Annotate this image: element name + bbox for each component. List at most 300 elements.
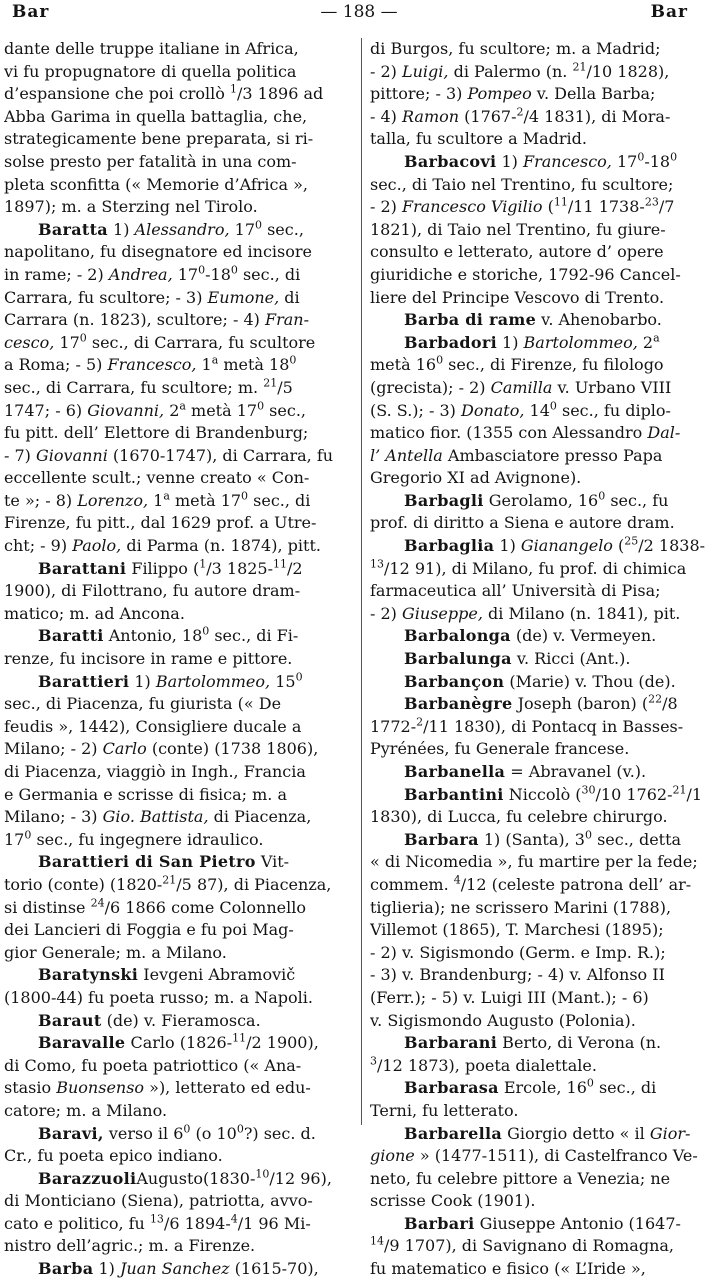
text-run: 1747; - 6)	[4, 400, 88, 420]
text-run: 1821), di Taio nel Trentino, fu giure-	[370, 219, 666, 239]
text-run: scrisse Cook (1901).	[370, 1191, 536, 1211]
text-run: sec., di Fi-	[209, 626, 299, 646]
text-line	[370, 219, 714, 242]
superscript: 0	[183, 1122, 191, 1136]
text-run: 2	[164, 400, 180, 420]
superscript: 11	[273, 557, 288, 571]
italic-name: Bartolommeo,	[155, 671, 271, 691]
text-run: metà 18	[218, 355, 290, 375]
text-run: v. Ricci (Ant.).	[511, 649, 631, 669]
text-line	[370, 987, 714, 1010]
text-run: /10 1828),	[586, 61, 670, 81]
entry-first-line	[4, 1123, 353, 1146]
text-line	[370, 558, 714, 581]
italic-name: cesco,	[4, 332, 55, 352]
headword: Barattieri	[38, 671, 130, 691]
text-run: 17	[4, 829, 25, 849]
text-run: neto, fu celebre pittore a Venezia; ne	[370, 1168, 671, 1188]
italic-name: Buonsenso	[56, 1078, 145, 1098]
text-run: 1)	[496, 332, 524, 352]
text-run: /11 1738-	[567, 197, 645, 217]
superscript: a	[211, 354, 219, 367]
entry-first-line	[370, 1123, 714, 1146]
text-run: - 3) v. Brandenburg; - 4) v. Alfonso II	[370, 965, 665, 985]
text-run: (Ferr.); - 5) v. Luigi III (Mant.); - 6)	[370, 987, 649, 1007]
text-run: /8	[662, 694, 678, 714]
italic-name: Giovanni,	[87, 400, 165, 420]
text-run: a Roma; - 5)	[4, 355, 108, 375]
text-line	[4, 490, 353, 513]
text-run: 1900), di Filottrano, fu autore dram-	[4, 581, 301, 601]
text-run: Berto, di Verona (n.	[497, 1033, 662, 1053]
text-line	[370, 61, 714, 84]
headword: Baravalle	[38, 1033, 126, 1053]
text-line	[4, 1145, 353, 1168]
text-line	[4, 1213, 353, 1236]
entry-first-line	[4, 625, 353, 648]
italic-name: Andrea,	[108, 264, 173, 284]
text-run: sec., di	[248, 490, 311, 510]
text-run: (de) v. Vermeyen.	[510, 626, 657, 646]
text-line	[4, 445, 353, 468]
text-run: v. Ahenobarbo.	[536, 310, 662, 330]
text-line	[4, 1190, 353, 1213]
superscript: a	[653, 331, 660, 345]
entry-first-line	[370, 309, 714, 332]
text-run: (o 10	[190, 1123, 237, 1143]
superscript: 11	[232, 1032, 247, 1045]
text-run: (S. S.); - 3)	[370, 400, 461, 420]
text-run: te »; - 8)	[4, 490, 78, 510]
text-run: 1772-	[370, 716, 417, 736]
text-run: Niccolò (	[503, 784, 582, 804]
text-run: di Parma (n. 1874), pitt.	[121, 536, 321, 556]
superscript: 0	[549, 399, 557, 413]
text-line	[4, 196, 353, 219]
text-line	[370, 422, 714, 445]
superscript: 1	[199, 557, 207, 571]
text-line	[370, 106, 714, 129]
superscript: 0	[255, 218, 262, 232]
text-line	[370, 1258, 714, 1281]
text-line	[370, 1145, 714, 1168]
text-run: /5	[277, 377, 293, 397]
text-line	[370, 1190, 714, 1213]
text-run: Giorgio detto « il	[502, 1123, 650, 1143]
text-run: dei Lancieri di Foggia e fu poi Mag-	[4, 920, 294, 940]
text-line	[370, 241, 714, 264]
text-run: - 2)	[370, 61, 402, 81]
text-line	[370, 196, 714, 219]
superscript: 0	[241, 489, 249, 503]
text-line	[370, 83, 714, 106]
entry-first-line	[4, 219, 353, 242]
italic-name: Lorenzo,	[77, 490, 149, 510]
text-run: in rame; - 2)	[4, 264, 109, 284]
text-line	[370, 874, 714, 897]
text-run: /7	[658, 197, 675, 217]
italic-name: gione	[370, 1146, 415, 1166]
text-run: /12 (celeste patrona dell’ ar-	[460, 874, 692, 894]
entry-first-line	[370, 784, 714, 807]
text-run: metà 17	[185, 400, 258, 420]
text-line	[370, 128, 714, 151]
superscript: 10	[255, 1167, 270, 1181]
text-run: Ievgeni Abramovič	[138, 965, 296, 985]
text-run: solse presto per fatalità in una com-	[4, 151, 297, 171]
right-column	[370, 38, 714, 1281]
text-run: Ambasciatore presso Papa	[442, 445, 663, 465]
left-column	[4, 38, 353, 1281]
text-line	[370, 919, 714, 942]
text-line	[4, 1235, 353, 1258]
text-line	[4, 693, 353, 716]
text-line	[4, 377, 353, 400]
entry-first-line	[370, 490, 714, 513]
text-line	[370, 354, 714, 377]
text-run: 2	[637, 332, 654, 352]
text-run: - 7)	[4, 445, 36, 465]
text-line	[370, 174, 714, 197]
entry-first-line	[4, 671, 353, 694]
text-line	[4, 829, 353, 852]
text-run: Abba Garima in quella battaglia, che,	[4, 106, 308, 126]
text-line	[4, 354, 353, 377]
text-run: « di Nicomedia », fu martire per la fede;	[370, 852, 698, 872]
text-run: -18	[205, 264, 231, 284]
text-line	[370, 580, 714, 603]
text-run: Ercole, 16	[498, 1078, 587, 1098]
headword: Barbalunga	[404, 649, 512, 669]
text-line	[4, 264, 353, 287]
superscript: 0	[79, 331, 87, 345]
entry-first-line	[370, 535, 714, 558]
text-run: 17	[172, 264, 199, 284]
text-run: di Burgos, fu scultore; m. a Madrid;	[370, 39, 661, 58]
text-run: matico; m. ad Ancona.	[4, 603, 185, 623]
text-line	[370, 964, 714, 987]
superscript: 14	[370, 1235, 384, 1249]
italic-name: Giuseppe,	[402, 603, 483, 623]
superscript: 21	[263, 376, 278, 390]
entry-first-line	[4, 1010, 353, 1033]
text-run: 15	[270, 671, 296, 691]
text-run: vi fu propugnatore di quella politica	[4, 61, 297, 81]
text-line	[4, 61, 353, 84]
headword: Barbantini	[404, 784, 504, 804]
text-run: Vit-	[255, 852, 290, 872]
superscript: 11	[553, 196, 568, 209]
entry-first-line	[4, 1168, 353, 1191]
text-run: Augusto(1830-	[136, 1168, 256, 1188]
italic-name: Paolo,	[72, 536, 122, 556]
superscript: 4	[453, 873, 461, 887]
text-line	[4, 580, 353, 603]
text-line	[370, 512, 714, 535]
text-run: 1) (Santa), 3	[478, 829, 585, 849]
text-run: prof. di diritto a Siena e autore dram.	[370, 513, 675, 533]
italic-name: Francesco Vigilio	[402, 197, 543, 217]
headword: Barba di rame	[404, 310, 537, 330]
text-run: di Milano (n. 1841), pit.	[482, 603, 681, 623]
superscript: 0	[24, 828, 32, 842]
text-run: gior Generale; m. a Milano.	[4, 942, 227, 962]
text-line	[4, 761, 353, 784]
text-line	[370, 1055, 714, 1078]
entry-first-line	[370, 151, 714, 174]
text-run: (	[542, 197, 554, 217]
text-run: tiglieria); ne scrissero Marini (1788),	[370, 897, 672, 917]
text-run: 17	[54, 332, 80, 352]
entry-first-line	[4, 558, 353, 581]
text-run: sec., di Carrara, fu scultore	[86, 332, 316, 352]
superscript: 0	[598, 489, 606, 503]
italic-name: Ramon	[402, 106, 460, 126]
text-line	[4, 535, 353, 558]
text-run: (1670-1747), di Carrara, fu	[107, 445, 334, 465]
text-run: /9 1707), di Savignano di Romagna,	[384, 1236, 675, 1256]
text-line	[370, 806, 714, 829]
text-line	[4, 287, 353, 310]
italic-name: Fran-	[265, 310, 309, 330]
text-line	[4, 897, 353, 920]
text-line	[370, 38, 714, 61]
entry-first-line	[370, 693, 714, 716]
text-run: (1615-70),	[229, 1259, 319, 1279]
text-line	[370, 851, 714, 874]
text-run: v. Sigismondo Augusto (Polonia).	[370, 1010, 636, 1030]
text-line	[4, 467, 353, 490]
italic-name: Juan Sanchez	[119, 1259, 230, 1279]
text-run: (1800-44) fu poeta russo; m. a Napoli.	[4, 987, 313, 1007]
text-run: sec., di Carrara, fu scultore; m.	[4, 377, 264, 397]
text-run: (Marie) v. Thou (de).	[504, 671, 676, 691]
headword: Barazzuoli	[38, 1168, 137, 1188]
superscript: 13	[149, 1212, 164, 1226]
text-run: /2 1900),	[246, 1033, 319, 1053]
italic-name: Francesco,	[522, 151, 612, 171]
text-run: Villemot (1865), T. Marchesi (1895);	[370, 920, 664, 940]
text-run: pittore; - 3)	[370, 84, 468, 104]
entry-first-line	[370, 761, 714, 784]
text-line	[4, 942, 353, 965]
text-run: consulto e letterato, autore d’ opere	[370, 242, 664, 262]
text-run: v. Della Barba;	[531, 84, 656, 104]
text-line	[370, 1100, 714, 1123]
text-run: (conte) (1738 1806),	[146, 739, 319, 759]
superscript: 2	[516, 105, 524, 119]
italic-name: Gianangelo	[520, 536, 613, 556]
text-line	[370, 445, 714, 468]
text-run: stasio	[4, 1078, 57, 1098]
italic-name: Pompeo	[467, 84, 532, 104]
superscript: 3	[370, 1054, 377, 1068]
text-run: Milano; - 2)	[4, 739, 103, 759]
superscript: 0	[295, 670, 303, 684]
text-line	[370, 264, 714, 287]
text-run: /3 1896 ad	[237, 84, 324, 104]
text-line	[370, 400, 714, 423]
headword: Baratynski	[38, 965, 139, 985]
text-run: napolitano, fu disegnatore ed incisore	[4, 242, 312, 262]
italic-name: Gior-	[649, 1123, 691, 1143]
italic-name: Eumone,	[207, 287, 280, 307]
text-run: sec., detta	[591, 829, 682, 849]
text-run: eccellente scult.; venne creato « Con-	[4, 468, 310, 488]
superscript: 0	[637, 150, 645, 164]
text-run: 1	[196, 355, 212, 375]
text-line	[4, 332, 353, 355]
headword: Barbadori	[404, 332, 497, 352]
superscript: 0	[586, 1077, 594, 1090]
text-run: 17	[611, 151, 638, 171]
text-run: nistro dell’agric.; m. a Firenze.	[4, 1236, 256, 1256]
text-run: /1	[686, 784, 703, 804]
text-line	[370, 716, 714, 739]
text-line	[4, 38, 353, 61]
headword: Baraut	[38, 1010, 102, 1030]
text-run: sec., di	[593, 1078, 657, 1098]
headword: Barbaglia	[404, 536, 495, 556]
text-run: (grecista); - 2)	[370, 377, 491, 397]
text-line	[4, 151, 353, 174]
text-run: Terni, fu letterato.	[370, 1100, 519, 1120]
entry-first-line	[4, 964, 353, 987]
text-line	[4, 1077, 353, 1100]
italic-name: Carlo	[102, 739, 147, 759]
headword: Barbarasa	[404, 1078, 499, 1098]
text-run: 1830), di Lucca, fu celebre chirurgo.	[370, 807, 668, 827]
text-run: renze, fu incisore in rame e pittore.	[4, 649, 293, 669]
italic-name: Giovanni	[36, 445, 108, 465]
text-line	[4, 83, 353, 106]
text-run: » (1477-1511), di Castelfranco Ve-	[414, 1146, 698, 1166]
headword: Baratta	[38, 219, 108, 239]
italic-name: Luigi,	[402, 61, 449, 81]
text-run: 1	[148, 490, 164, 510]
text-run: 1897); m. a Sterzing nel Tirolo.	[4, 197, 258, 217]
text-line	[370, 377, 714, 400]
text-run: pleta sconfitta (« Memorie d’Africa »,	[4, 174, 308, 194]
text-run: (de) v. Fieramosca.	[101, 1010, 261, 1030]
text-run: d’espansione che poi crollò	[4, 84, 231, 104]
header-left-word: Bar	[12, 2, 50, 22]
text-run: farmaceutica all’ Università di Pisa;	[370, 581, 661, 601]
text-run: Gerolamo, 16	[483, 490, 599, 510]
text-run: strategicamente bene preparata, si ri-	[4, 129, 314, 149]
entry-first-line	[370, 625, 714, 648]
text-line	[370, 1168, 714, 1191]
text-run: Antonio, 18	[103, 626, 203, 646]
text-line	[370, 942, 714, 965]
text-run: /12 1873), poeta dialettale.	[377, 1055, 597, 1075]
text-run: di Como, fu poeta patriottico (« Ana-	[4, 1055, 302, 1075]
entry-first-line	[370, 332, 714, 355]
text-run: 1)	[93, 1259, 120, 1279]
headword: Barbanègre	[404, 694, 513, 714]
text-line	[4, 1100, 353, 1123]
text-run: /1 96 Mi-	[237, 1213, 311, 1233]
headword: Barattani	[38, 558, 127, 578]
superscript: 0	[436, 354, 444, 367]
page-number: — 188 —	[320, 2, 398, 22]
entry-first-line	[4, 1258, 353, 1281]
text-run: di Piacenza,	[208, 807, 312, 827]
text-run: Cr., fu poeta epico indiano.	[4, 1146, 223, 1166]
text-run: v. Urbano VIII	[552, 377, 672, 397]
text-run: Carlo (1826-	[125, 1033, 233, 1053]
text-line	[4, 784, 353, 807]
superscript: a	[163, 489, 170, 503]
text-run: giuridiche e storiche, 1792-96 Cancel-	[370, 264, 681, 284]
superscript: a	[179, 399, 186, 413]
text-run: di Monticiano (Siena), patriotta, avvo-	[4, 1191, 313, 1211]
text-run: di Palermo (n.	[448, 61, 573, 81]
headword: Baravi,	[38, 1123, 104, 1143]
text-run: sec., di	[237, 264, 301, 284]
text-line	[370, 1010, 714, 1033]
superscript: 24	[90, 896, 105, 910]
headword: Barattieri di San Pietro	[38, 852, 256, 872]
text-run: 1)	[496, 151, 523, 171]
entry-first-line	[4, 851, 353, 874]
text-run: Joseph (baron) (	[512, 694, 649, 714]
text-run: (	[612, 536, 625, 556]
header-right-word: Bar	[650, 2, 688, 22]
text-run: /12 91), di Milano, fu prof. di chimica	[384, 558, 687, 578]
text-run: sec., fu diplo-	[556, 400, 671, 420]
text-run: (1767-	[459, 106, 517, 126]
superscript: 25	[624, 535, 639, 548]
italic-name: Dal-	[647, 423, 681, 443]
entry-first-line	[370, 1077, 714, 1100]
text-run: matico fior. (1355 con Alessandro	[370, 423, 648, 443]
superscript: 4	[230, 1212, 238, 1226]
text-run: - 2) v. Sigismondo (Germ. e Imp. R.);	[370, 942, 666, 962]
headword: Barbarella	[404, 1123, 503, 1143]
text-run: = Abravanel (v.).	[505, 762, 647, 781]
text-line	[370, 738, 714, 761]
superscript: 0	[670, 150, 678, 164]
text-run: sec.,	[262, 219, 304, 239]
text-run: »), letterato ed edu-	[144, 1078, 311, 1098]
italic-name: Camilla	[490, 377, 553, 397]
text-run: -18	[644, 151, 671, 171]
text-run: catore; m. a Milano.	[4, 1100, 168, 1120]
entry-first-line	[370, 671, 714, 694]
text-run: sec.,	[264, 400, 306, 420]
italic-name: Gio. Battista,	[102, 807, 209, 827]
headword: Barbalonga	[404, 626, 511, 646]
text-line	[4, 603, 353, 626]
text-run: torio (conte) (1820-	[4, 874, 163, 894]
text-run: sec., di Taio nel Trentino, fu scultore;	[370, 174, 674, 194]
superscript: 0	[289, 354, 297, 367]
text-run: /2 1838-	[638, 536, 706, 556]
text-run: /10 1762-	[595, 784, 673, 804]
headword: Barbari	[404, 1213, 475, 1233]
text-run: talla, fu scultore a Madrid.	[370, 129, 587, 149]
text-run: /4 1831), di Mora-	[523, 106, 671, 126]
text-run: fu pitt. dell’ Elettore di Brandenburg;	[4, 423, 309, 443]
text-run: ?) sec. d.	[243, 1123, 316, 1143]
superscript: 0	[230, 263, 238, 277]
italic-name: l’ Antella	[370, 445, 443, 465]
superscript: 13	[370, 557, 384, 571]
text-run: cato e politico, fu	[4, 1213, 150, 1233]
headword: Barbarani	[404, 1033, 498, 1053]
text-run: Firenze, fu pitt., dal 1629 prof. a Utre-	[4, 513, 317, 533]
